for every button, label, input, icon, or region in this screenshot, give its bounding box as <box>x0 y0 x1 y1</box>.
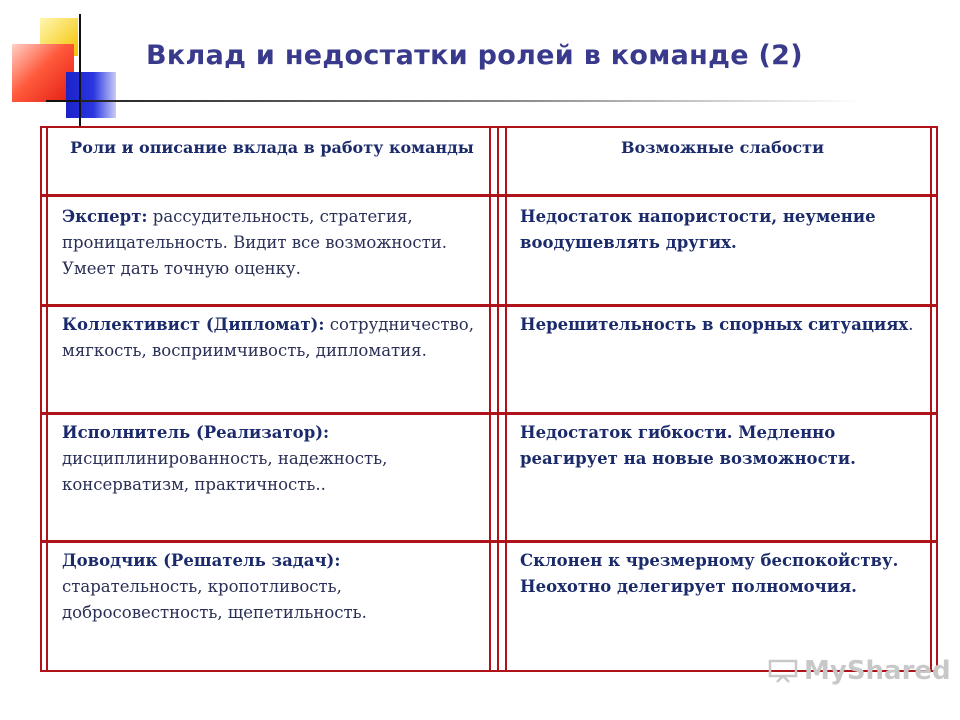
row-divider <box>42 194 936 197</box>
header-roles: Роли и описание вклада в работу команды <box>70 138 474 157</box>
weakness-cell <box>520 312 925 410</box>
weakness-text: Недостаток напористости, неумение воодушевлять других. <box>520 207 876 252</box>
table-row <box>62 548 482 666</box>
role-name: Доводчик (Решатель задач): <box>62 551 341 570</box>
weakness-cell <box>520 548 925 666</box>
roles-table <box>40 126 938 672</box>
row-divider <box>42 412 936 415</box>
weakness-tail: . <box>908 315 914 334</box>
title-underline <box>80 100 860 102</box>
decorative-logo <box>0 0 140 130</box>
role-name: Исполнитель (Реализатор): <box>62 423 330 442</box>
watermark <box>768 656 951 686</box>
role-description: старательность, кропотливость, добросовестность, щепетильность. <box>62 577 367 622</box>
presentation-icon <box>768 659 798 683</box>
weakness-cell <box>520 204 925 302</box>
weakness-text: Недостаток гибкости. Медленно реагирует на новые возможности. <box>520 423 856 468</box>
role-description: сотрудничество, мягкость, восприимчивость, дипломатия. <box>62 315 474 360</box>
table-row <box>62 420 482 538</box>
weakness-text: Нерешительность в спорных ситуациях <box>520 315 909 334</box>
table-row <box>62 312 482 410</box>
role-name: Коллективист (Дипломат): <box>62 315 325 334</box>
role-name: Эксперт: <box>62 207 148 226</box>
header-weaknesses: Возможные слабости <box>621 138 824 157</box>
watermark-text: MyShared <box>804 656 951 686</box>
role-description: рассудительность, стратегия, проницательность. Видит все возможности. Умеет дать точную оценку. <box>62 207 447 278</box>
column-divider <box>489 128 507 670</box>
weakness-text: Склонен к чрезмерному беспокойству. Неохотно делегирует полномочия. <box>520 551 899 596</box>
page-title: Вклад и недостатки ролей в команде (2) <box>146 40 803 71</box>
weakness-cell <box>520 420 925 538</box>
row-divider <box>42 540 936 543</box>
role-description: дисциплинированность, надежность, консерватизм, практичность.. <box>62 449 388 494</box>
deco-vertical-line <box>79 14 81 126</box>
row-divider <box>42 304 936 307</box>
red-square <box>12 44 74 102</box>
blue-square <box>66 72 116 118</box>
table-row <box>62 204 482 302</box>
